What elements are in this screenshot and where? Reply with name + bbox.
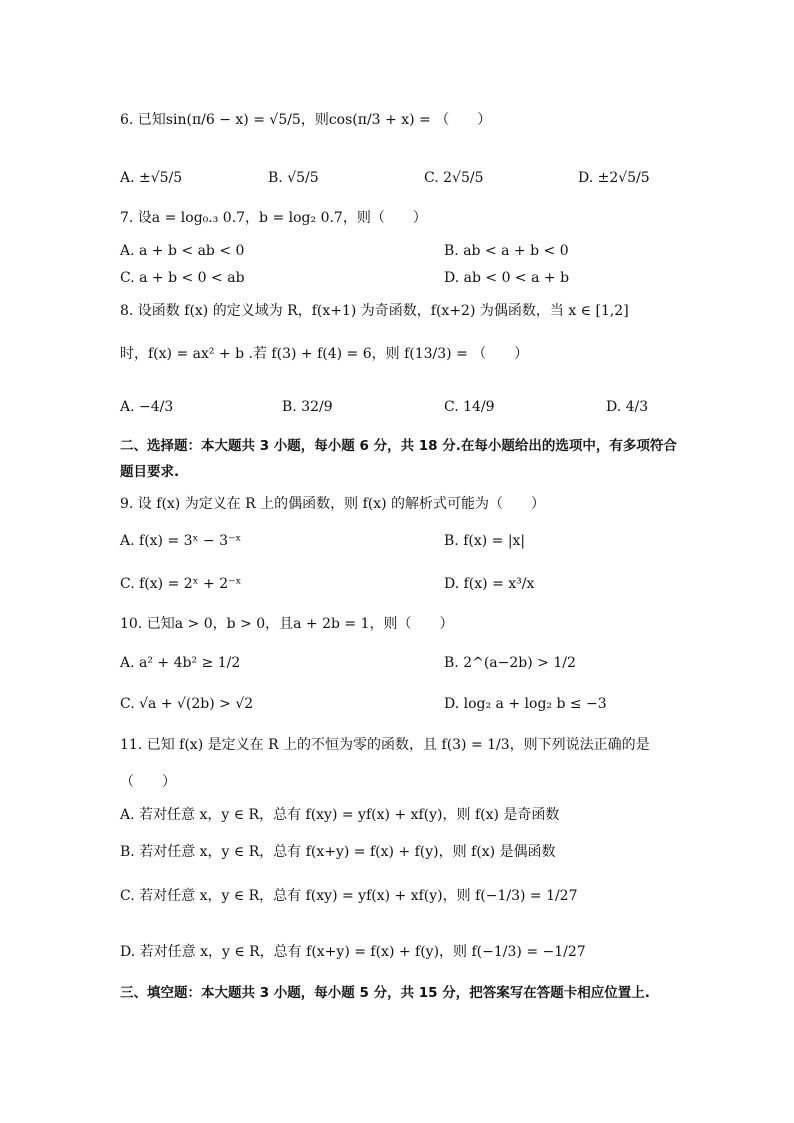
section-3-header: 三、填空题：本大题共 3 小题，每小题 5 分，共 15 分，把答案写在答题卡相应位置上. — [120, 985, 650, 1001]
q11-option-c: C. 若对任意 x，y ∈ R，总有 f(xy) = yf(x) + xf(y)，则 f(−1/3) = 1/27 — [120, 888, 578, 904]
q8-stem-line2: 时，f(x) = ax² + b .若 f(3) + f(4) = 6，则 f(13/3) = （ ） — [120, 346, 529, 362]
q11-option-a: A. 若对任意 x，y ∈ R，总有 f(xy) = yf(x) + xf(y)，则 f(x) 是奇函数 — [120, 807, 560, 823]
q7-option-c: C. a + b < 0 < ab — [120, 270, 245, 286]
q9-option-d: D. f(x) = x³/x — [444, 576, 535, 592]
q7-stem: 7. 设a = log₀.₃ 0.7，b = log₂ 0.7，则（ ） — [120, 210, 427, 226]
q7-option-b: B. ab < a + b < 0 — [444, 243, 569, 259]
q7-option-a: A. a + b < ab < 0 — [120, 243, 245, 259]
q11-option-d: D. 若对任意 x，y ∈ R，总有 f(x+y) = f(x) + f(y)，则 f(−1/3) = −1/27 — [120, 944, 586, 960]
section-2-header: 二、选择题：本大题共 3 小题，每小题 6 分，共 18 分.在每小题给出的选项中，有多项符合题目要求. — [120, 438, 677, 480]
q8-option-d: D. 4/3 — [606, 399, 649, 415]
q10-stem: 10. 已知a > 0，b > 0，且a + 2b = 1，则（ ） — [120, 616, 454, 632]
q9-stem: 9. 设 f(x) 为定义在 R 上的偶函数，则 f(x) 的解析式可能为（ ） — [120, 496, 546, 512]
q10-option-a: A. a² + 4b² ≥ 1/2 — [120, 655, 241, 671]
q6-option-a: A. ±√5/5 — [120, 170, 183, 186]
q10-option-c: C. √a + √(2b) > √2 — [120, 696, 254, 712]
q9-option-a: A. f(x) = 3ˣ − 3⁻ˣ — [120, 533, 242, 549]
q10-option-b: B. 2^(a−2b) > 1/2 — [444, 655, 576, 671]
q11-stem-line1: 11. 已知 f(x) 是定义在 R 上的不恒为零的函数，且 f(3) = 1/3，则下列说法正确的是 — [120, 737, 650, 753]
q9-option-b: B. f(x) = |x| — [444, 533, 526, 549]
q6-stem: 6. 已知sin(π/6 − x) = √5/5，则cos(π/3 + x) = （ ） — [120, 112, 492, 128]
q6-option-d: D. ±2√5/5 — [578, 170, 650, 186]
q8-option-a: A. −4/3 — [120, 399, 174, 415]
q8-option-b: B. 32/9 — [282, 399, 333, 415]
q10-option-d: D. log₂ a + log₂ b ≤ −3 — [444, 696, 607, 712]
q8-option-c: C. 14/9 — [444, 399, 495, 415]
q7-option-d: D. ab < 0 < a + b — [444, 270, 570, 286]
q11-stem-line2: （ ） — [120, 774, 176, 790]
q9-option-c: C. f(x) = 2ˣ + 2⁻ˣ — [120, 576, 242, 592]
q6-option-b: B. √5/5 — [268, 170, 319, 186]
q11-option-b: B. 若对任意 x，y ∈ R，总有 f(x+y) = f(x) + f(y)，则 f(x) 是偶函数 — [120, 844, 556, 860]
q8-stem-line1: 8. 设函数 f(x) 的定义域为 R，f(x+1) 为奇函数，f(x+2) 为偶函数，当 x ∈ [1,2] — [120, 303, 629, 319]
q6-option-c: C. 2√5/5 — [424, 170, 484, 186]
